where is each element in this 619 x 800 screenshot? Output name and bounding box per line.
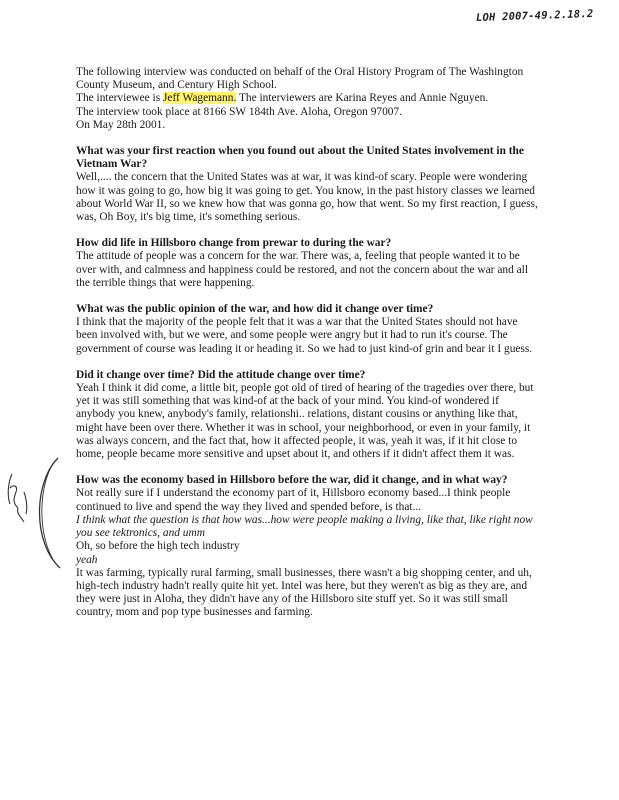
interviewer-prompt-1: I think what the question is that how was...how were people making a living, like that, like right now you see tektronics, and umm bbox=[76, 513, 533, 540]
intro-line-3: The interview took place at 8166 SW 184th Ave. Aloha, Oregon 97007. bbox=[76, 105, 403, 118]
margin-annotation-mark bbox=[4, 452, 64, 572]
question-4: Did it change over time? Did the attitude change over time? bbox=[76, 368, 366, 381]
interviewee-name: Jeff Wagemann. bbox=[162, 92, 237, 105]
intro-line-2-post: The interviewers are Karina Reyes and Annie Nguyen. bbox=[236, 92, 489, 105]
answer-5c: It was farming, typically rural farming, small businesses, there wasn't a big shopping center, and uh, high-tech industry hadn't really quite hit yet. Intel was here, but they weren't as big as they are, and they were just in Aloha, they didn't have any of the Hillsboro site stuff yet. So it was still small country, mom and pop type businesses and farming. bbox=[76, 566, 532, 619]
answer-5b: Oh, so before the high tech industry bbox=[76, 540, 240, 553]
answer-2: The attitude of people was a concern for the war. There was, a, feeling that people wanted it to be over with, and calmness and happiness could be restored, and not the concern about the war and all the terrible things that were happening. bbox=[76, 250, 528, 289]
intro-line-4: On May 28th 2001. bbox=[76, 118, 166, 131]
catalog-number: LOH 2007-49.2.18.2 bbox=[475, 7, 594, 25]
answer-3: I think that the majority of the people felt that it was a war that the United States should not have been involved with, but we were, and some people were angry but it had to run it's course. The government of course was leading it or heading it. So we had to just kind-of grin and bear it I guess. bbox=[76, 316, 533, 355]
answer-1: Well,.... the concern that the United States was at war, it was kind-of scary. People were wondering how it was going to go, how big it was going to get. You know, in the past history classes we learned about World War II, so we knew how that was gonna go, how that went. So my first reaction, I guess, was, Oh Boy, it's big time, it's something serious. bbox=[76, 171, 538, 224]
intro-line-2 bbox=[76, 92, 538, 105]
question-1: What was your first reaction when you found out about the United States involvement in the Vietnam War? bbox=[76, 145, 524, 171]
question-5: How was the economy based in Hillsboro before the war, did it change, and in what way? bbox=[76, 474, 508, 487]
answer-5a: Not really sure if I understand the economy part of it, Hillsboro economy based...I think people continued to live and spend the way they lived and spended before, is that... bbox=[76, 487, 511, 513]
answer-4: Yeah I think it did come, a little bit, people got old of tired of hearing of the tragedies over there, but yet it was still something that was kind-of at the back of your mind. You kind-of wondered if anybody you knew, anybody's family, relationshi.. relations, distant cousins or anything like that, might have been over there. Whether it was in school, your neighborhood, or even in your family, it was always concern, and the fact that, how it affected people, it was, yeah it was, if it hit close to home, people became more sensitive and upset about it, and others if it didn't affect them it was. bbox=[76, 382, 534, 461]
transcript-body bbox=[76, 66, 538, 620]
intro-line-2-pre: The interviewee is bbox=[76, 92, 163, 105]
intro-line-1: The following interview was conducted on behalf of the Oral History Program of The Washington County Museum, and Century High School. bbox=[76, 66, 524, 92]
question-2: How did life in Hillsboro change from prewar to during the war? bbox=[76, 237, 392, 250]
question-3: What was the public opinion of the war, and how did it change over time? bbox=[76, 303, 434, 316]
interviewer-prompt-2: yeah bbox=[76, 553, 98, 566]
